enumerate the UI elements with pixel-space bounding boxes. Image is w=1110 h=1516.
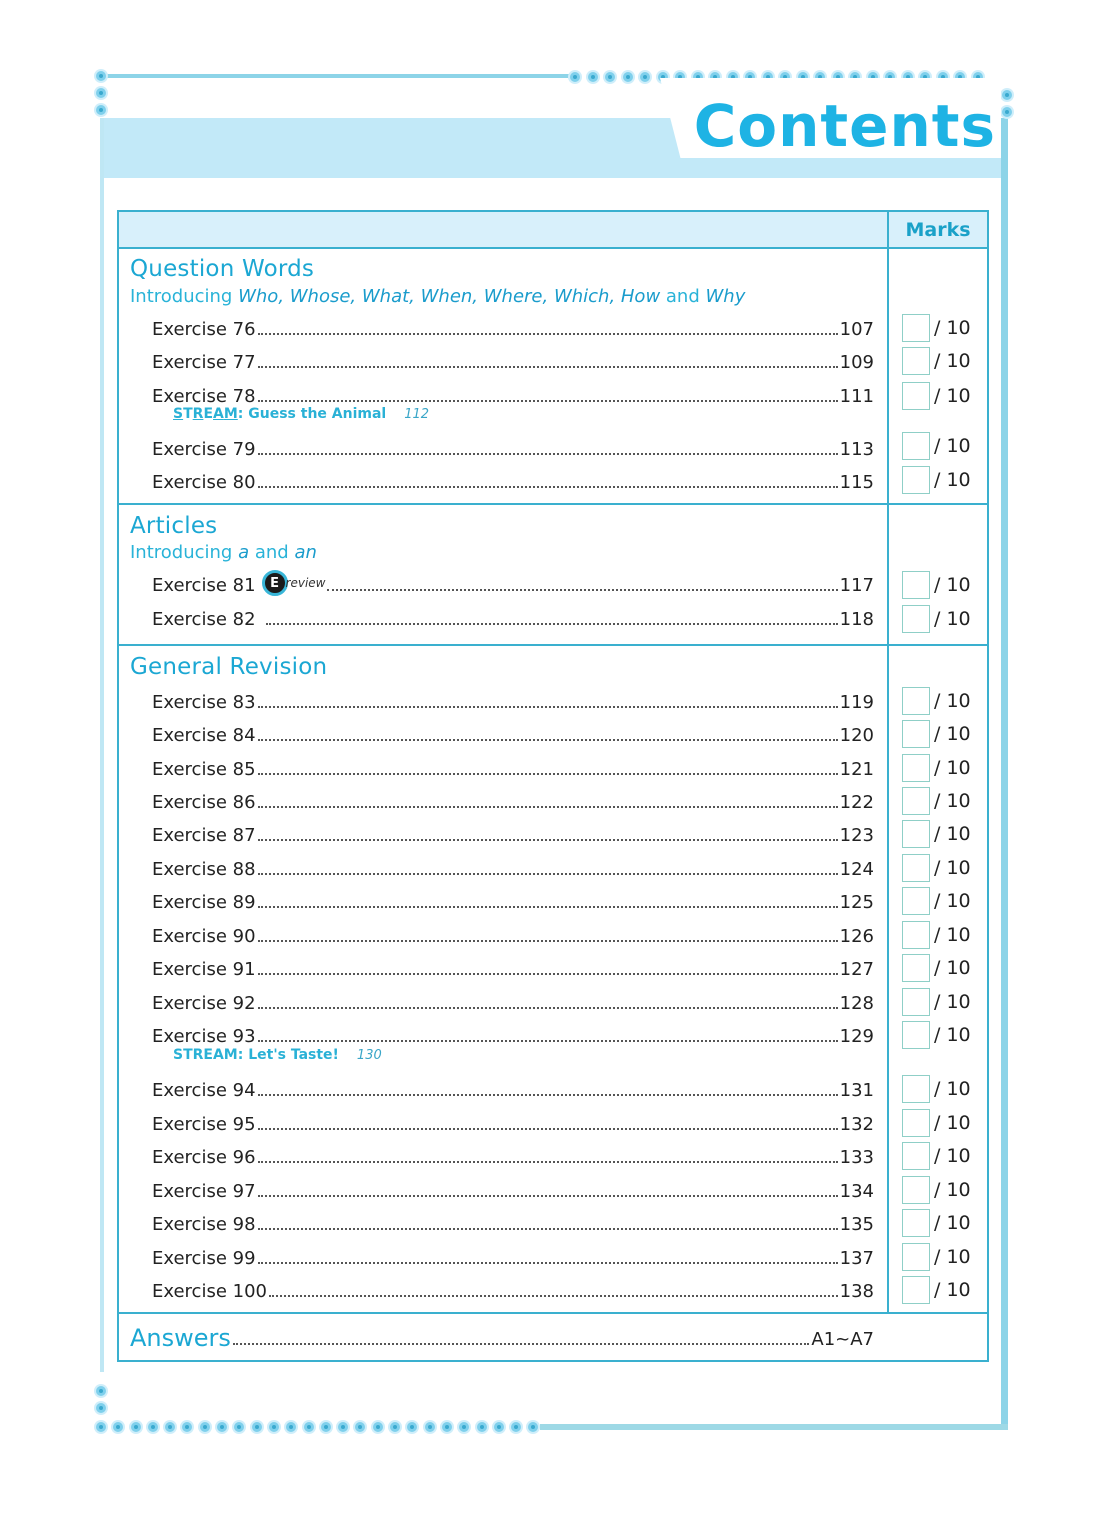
section-title-articles: Articles	[130, 513, 218, 539]
toc-entry[interactable]	[152, 1077, 874, 1101]
entry-label: Exercise 80	[152, 472, 256, 493]
toc-entry[interactable]	[152, 722, 874, 746]
marks-input-box[interactable]	[902, 820, 930, 848]
entry-page: 137	[839, 1248, 874, 1269]
entry-page: 126	[839, 926, 874, 947]
subtitle-italic: a	[238, 542, 250, 563]
marks-input-box[interactable]	[902, 921, 930, 949]
marks-total: / 10	[934, 574, 971, 596]
marks-input-box[interactable]	[902, 347, 930, 375]
leader-dots	[258, 873, 838, 875]
section-divider	[119, 503, 987, 505]
marks-total: / 10	[934, 924, 971, 946]
toc-entry[interactable]	[152, 1211, 874, 1235]
stream-letter: R	[192, 406, 204, 422]
toc-entry-exercise-76[interactable]	[152, 316, 874, 340]
frame-dots-bottom-left	[96, 1386, 106, 1413]
entry-page: 129	[839, 1026, 874, 1047]
marks-cell-82	[902, 604, 982, 634]
leader-dots	[327, 589, 837, 591]
frame-dot	[588, 72, 598, 82]
entry-page: 125	[839, 892, 874, 913]
marks-input-box[interactable]	[902, 1109, 930, 1137]
marks-input-box[interactable]	[902, 1176, 930, 1204]
marks-input-box[interactable]	[902, 687, 930, 715]
marks-cell	[902, 953, 982, 983]
leader-dots	[258, 1262, 838, 1264]
frame-dots-bottom	[96, 1422, 538, 1432]
marks-total: / 10	[934, 991, 971, 1013]
toc-entry[interactable]	[152, 1178, 874, 1202]
stream-letter: T	[183, 406, 193, 422]
marks-cell	[902, 786, 982, 816]
marks-input-box[interactable]	[902, 1276, 930, 1304]
frame-dot	[623, 72, 633, 82]
entry-page: 119	[839, 692, 874, 713]
marks-column-header: Marks	[905, 218, 971, 241]
entry-label: Exercise 99	[152, 1248, 256, 1269]
entry-label: Exercise 94	[152, 1080, 256, 1101]
entry-page: 131	[839, 1080, 874, 1101]
toc-entry[interactable]	[152, 1144, 874, 1168]
frame-dot	[494, 1422, 504, 1432]
entry-label: Exercise 96	[152, 1147, 256, 1168]
section-title-general-revision: General Revision	[130, 654, 328, 680]
toc-entry[interactable]	[152, 990, 874, 1014]
toc-entry-exercise-79[interactable]	[152, 436, 874, 460]
marks-input-box[interactable]	[902, 887, 930, 915]
marks-total: / 10	[934, 790, 971, 812]
frame-bottom-line	[540, 1424, 1008, 1430]
marks-input-box[interactable]	[902, 432, 930, 460]
entry-label: Exercise 97	[152, 1181, 256, 1202]
leader-dots	[233, 1343, 809, 1345]
section-divider	[119, 644, 987, 646]
leader-dots	[258, 739, 838, 741]
marks-cell	[902, 886, 982, 916]
leader-dots	[258, 1128, 838, 1130]
marks-input-box[interactable]	[902, 605, 930, 633]
section-divider	[119, 1312, 987, 1314]
leader-dots	[258, 1161, 838, 1163]
review-label: review	[285, 576, 326, 590]
entry-label: Exercise 90	[152, 926, 256, 947]
marks-cell-77	[902, 346, 982, 376]
marks-cell	[902, 1020, 982, 1050]
toc-entry[interactable]	[152, 1278, 874, 1302]
entry-label: Exercise 82	[152, 609, 256, 630]
marks-total: / 10	[934, 1179, 971, 1201]
leader-dots	[258, 1228, 838, 1230]
entry-page: 124	[839, 859, 874, 880]
marks-input-box[interactable]	[902, 1142, 930, 1170]
frame-dot	[113, 1422, 123, 1432]
entry-page: 122	[839, 792, 874, 813]
marks-input-box[interactable]	[902, 466, 930, 494]
marks-cell	[902, 1074, 982, 1104]
leader-dots	[258, 973, 838, 975]
marks-total: / 10	[934, 435, 971, 457]
marks-cell-81	[902, 570, 982, 600]
toc-entry[interactable]	[152, 956, 874, 980]
marks-total: / 10	[934, 1212, 971, 1234]
frame-dot	[528, 1422, 538, 1432]
marks-total: / 10	[934, 1279, 971, 1301]
entry-page: 120	[839, 725, 874, 746]
frame-dot	[321, 1422, 331, 1432]
toc-entry[interactable]	[152, 856, 874, 880]
marks-input-box[interactable]	[902, 314, 930, 342]
marks-total: / 10	[934, 823, 971, 845]
marks-total: / 10	[934, 385, 971, 407]
marks-input-box[interactable]	[902, 720, 930, 748]
marks-total: / 10	[934, 1112, 971, 1134]
entry-page: 128	[839, 993, 874, 1014]
marks-input-box[interactable]	[902, 1243, 930, 1271]
e-review-icon: E	[262, 570, 288, 596]
stream-letter: S	[173, 406, 184, 422]
frame-dot	[182, 1422, 192, 1432]
frame-dot	[570, 72, 580, 82]
marks-total: / 10	[934, 317, 971, 339]
marks-cell-79	[902, 431, 982, 461]
marks-cell	[902, 1108, 982, 1138]
toc-entry[interactable]	[152, 1245, 874, 1269]
marks-cell	[902, 753, 982, 783]
section-subtitle-articles	[130, 542, 317, 563]
marks-column-divider	[887, 210, 889, 1314]
marks-total: / 10	[934, 757, 971, 779]
frame-dot	[252, 1422, 262, 1432]
entry-label: Exercise 79	[152, 439, 256, 460]
entry-label: Exercise 83	[152, 692, 256, 713]
frame-top-line	[104, 74, 570, 78]
toc-entry-exercise-82[interactable]	[152, 606, 874, 630]
stream-letter: A	[213, 406, 224, 422]
toc-entry[interactable]	[152, 889, 874, 913]
leader-dots	[258, 706, 838, 708]
entry-label: Exercise 81	[152, 575, 256, 596]
review-badge	[262, 570, 326, 596]
frame-dot	[373, 1422, 383, 1432]
marks-input-box[interactable]	[902, 988, 930, 1016]
marks-total: / 10	[934, 690, 971, 712]
leader-dots	[258, 486, 838, 488]
frame-dot	[477, 1422, 487, 1432]
frame-dots-top-left	[96, 71, 106, 115]
marks-cell	[902, 1175, 982, 1205]
entry-label: Exercise 89	[152, 892, 256, 913]
stream-guess-the-animal[interactable]	[173, 406, 429, 422]
frame-dot	[355, 1422, 365, 1432]
entry-page: 111	[839, 386, 874, 407]
entry-label: Exercise 98	[152, 1214, 256, 1235]
marks-input-box[interactable]	[902, 787, 930, 815]
entry-label: Exercise 95	[152, 1114, 256, 1135]
toc-entry-answers[interactable]	[130, 1320, 874, 1352]
entry-page: 117	[839, 575, 874, 596]
marks-cell	[902, 719, 982, 749]
marks-input-box[interactable]	[902, 854, 930, 882]
marks-cell	[902, 1275, 982, 1305]
frame-dot	[286, 1422, 296, 1432]
marks-input-box[interactable]	[902, 754, 930, 782]
entry-page: 115	[839, 472, 874, 493]
marks-input-box[interactable]	[902, 1075, 930, 1103]
section-title-question-words: Question Words	[130, 256, 315, 282]
section-subtitle-question-words	[130, 286, 745, 307]
toc-entry[interactable]	[152, 689, 874, 713]
entry-label: Exercise 76	[152, 319, 256, 340]
marks-total: / 10	[934, 350, 971, 372]
toc-entry[interactable]	[152, 756, 874, 780]
leader-dots	[258, 1040, 838, 1042]
frame-dot	[165, 1422, 175, 1432]
toc-entry[interactable]	[152, 822, 874, 846]
marks-cell	[902, 920, 982, 950]
frame-dot	[148, 1422, 158, 1432]
frame-left-line	[100, 118, 104, 1372]
entry-label: Exercise 91	[152, 959, 256, 980]
marks-input-box[interactable]	[902, 1209, 930, 1237]
frame-dot	[640, 72, 650, 82]
entry-page: 133	[839, 1147, 874, 1168]
marks-total: / 10	[934, 1246, 971, 1268]
frame-dot	[459, 1422, 469, 1432]
toc-entry-exercise-77[interactable]	[152, 349, 874, 373]
frame-dot	[511, 1422, 521, 1432]
table-header-row	[119, 212, 987, 249]
marks-cell	[902, 853, 982, 883]
stream-page: 112	[404, 407, 430, 422]
frame-dot	[217, 1422, 227, 1432]
toc-entry-exercise-81[interactable]	[152, 572, 874, 596]
leader-dots	[269, 1295, 838, 1297]
entry-page: 123	[839, 825, 874, 846]
toc-entry-exercise-78[interactable]	[152, 383, 874, 407]
marks-input-box[interactable]	[902, 571, 930, 599]
leader-dots	[258, 1195, 838, 1197]
marks-input-box[interactable]	[902, 1021, 930, 1049]
marks-total: / 10	[934, 1024, 971, 1046]
frame-dot	[200, 1422, 210, 1432]
marks-cell	[902, 1141, 982, 1171]
frame-dot	[269, 1422, 279, 1432]
marks-cell-80	[902, 465, 982, 495]
entry-label: Exercise 77	[152, 352, 256, 373]
frame-dot	[407, 1422, 417, 1432]
subtitle-text: and	[660, 286, 706, 307]
entry-page: 118	[839, 609, 874, 630]
stream-title: STREAM: Let's Taste!	[173, 1047, 339, 1063]
marks-total: / 10	[934, 1078, 971, 1100]
frame-dot	[605, 72, 615, 82]
marks-total: / 10	[934, 469, 971, 491]
marks-input-box[interactable]	[902, 954, 930, 982]
stream-letter: M	[223, 406, 238, 422]
entry-label: Exercise 85	[152, 759, 256, 780]
subtitle-italic: Who, Whose, What, When, Where, Which, How	[238, 286, 661, 307]
subtitle-text: and	[249, 542, 295, 563]
answers-pages: A1~A7	[811, 1329, 874, 1350]
marks-cell	[902, 987, 982, 1017]
toc-entry[interactable]	[152, 1111, 874, 1135]
marks-total: / 10	[934, 957, 971, 979]
leader-dots	[258, 366, 838, 368]
frame-dot	[390, 1422, 400, 1432]
leader-dots	[258, 773, 838, 775]
entry-label: Exercise 87	[152, 825, 256, 846]
entry-page: 121	[839, 759, 874, 780]
toc-entry[interactable]	[152, 1023, 874, 1047]
marks-total: / 10	[934, 890, 971, 912]
marks-cell	[902, 1242, 982, 1272]
frame-dot	[442, 1422, 452, 1432]
marks-input-box[interactable]	[902, 382, 930, 410]
frame-dot	[234, 1422, 244, 1432]
entry-label: Exercise 100	[152, 1281, 267, 1302]
frame-right-line	[1001, 118, 1008, 1430]
entry-page: 127	[839, 959, 874, 980]
toc-entry[interactable]	[152, 789, 874, 813]
leader-dots	[258, 906, 838, 908]
frame-dots-top-right	[1002, 90, 1012, 117]
stream-page: 130	[356, 1048, 382, 1063]
stream-lets-taste[interactable]	[173, 1047, 382, 1063]
answers-label: Answers	[130, 1324, 231, 1352]
leader-dots	[258, 453, 838, 455]
marks-cell	[902, 686, 982, 716]
stream-letter: E	[203, 406, 214, 422]
marks-total: / 10	[934, 608, 971, 630]
subtitle-text: Introducing	[130, 286, 239, 307]
leader-dots	[258, 333, 838, 335]
marks-cell	[902, 819, 982, 849]
marks-cell-76	[902, 313, 982, 343]
entry-page: 138	[839, 1281, 874, 1302]
entry-page: 109	[839, 352, 874, 373]
entry-label: Exercise 92	[152, 993, 256, 1014]
leader-dots	[258, 400, 838, 402]
subtitle-italic: an	[294, 542, 317, 563]
marks-total: / 10	[934, 857, 971, 879]
entry-label: Exercise 86	[152, 792, 256, 813]
page-title: Contents	[693, 92, 996, 160]
subtitle-text: Introducing	[130, 542, 239, 563]
frame-dot	[131, 1422, 141, 1432]
frame-dot	[96, 1422, 106, 1432]
leader-dots	[258, 1007, 838, 1009]
entry-label: Exercise 84	[152, 725, 256, 746]
frame-dot	[338, 1422, 348, 1432]
leader-dots	[258, 940, 838, 942]
marks-cell-78	[902, 381, 982, 411]
entry-label: Exercise 78	[152, 386, 256, 407]
leader-dots	[258, 1094, 838, 1096]
entry-page: 134	[839, 1181, 874, 1202]
entry-label: Exercise 93	[152, 1026, 256, 1047]
entry-page: 132	[839, 1114, 874, 1135]
toc-entry[interactable]	[152, 923, 874, 947]
entry-page: 113	[839, 439, 874, 460]
leader-dots	[266, 623, 838, 625]
marks-total: / 10	[934, 723, 971, 745]
toc-entry-exercise-80[interactable]	[152, 469, 874, 493]
leader-dots	[258, 806, 838, 808]
frame-dot	[304, 1422, 314, 1432]
subtitle-italic: Why	[705, 286, 746, 307]
frame-dot	[425, 1422, 435, 1432]
entry-page: 107	[839, 319, 874, 340]
stream-title: : Guess the Animal	[237, 406, 387, 422]
marks-cell	[902, 1208, 982, 1238]
leader-dots	[258, 839, 838, 841]
entry-label: Exercise 88	[152, 859, 256, 880]
marks-total: / 10	[934, 1145, 971, 1167]
entry-page: 135	[839, 1214, 874, 1235]
